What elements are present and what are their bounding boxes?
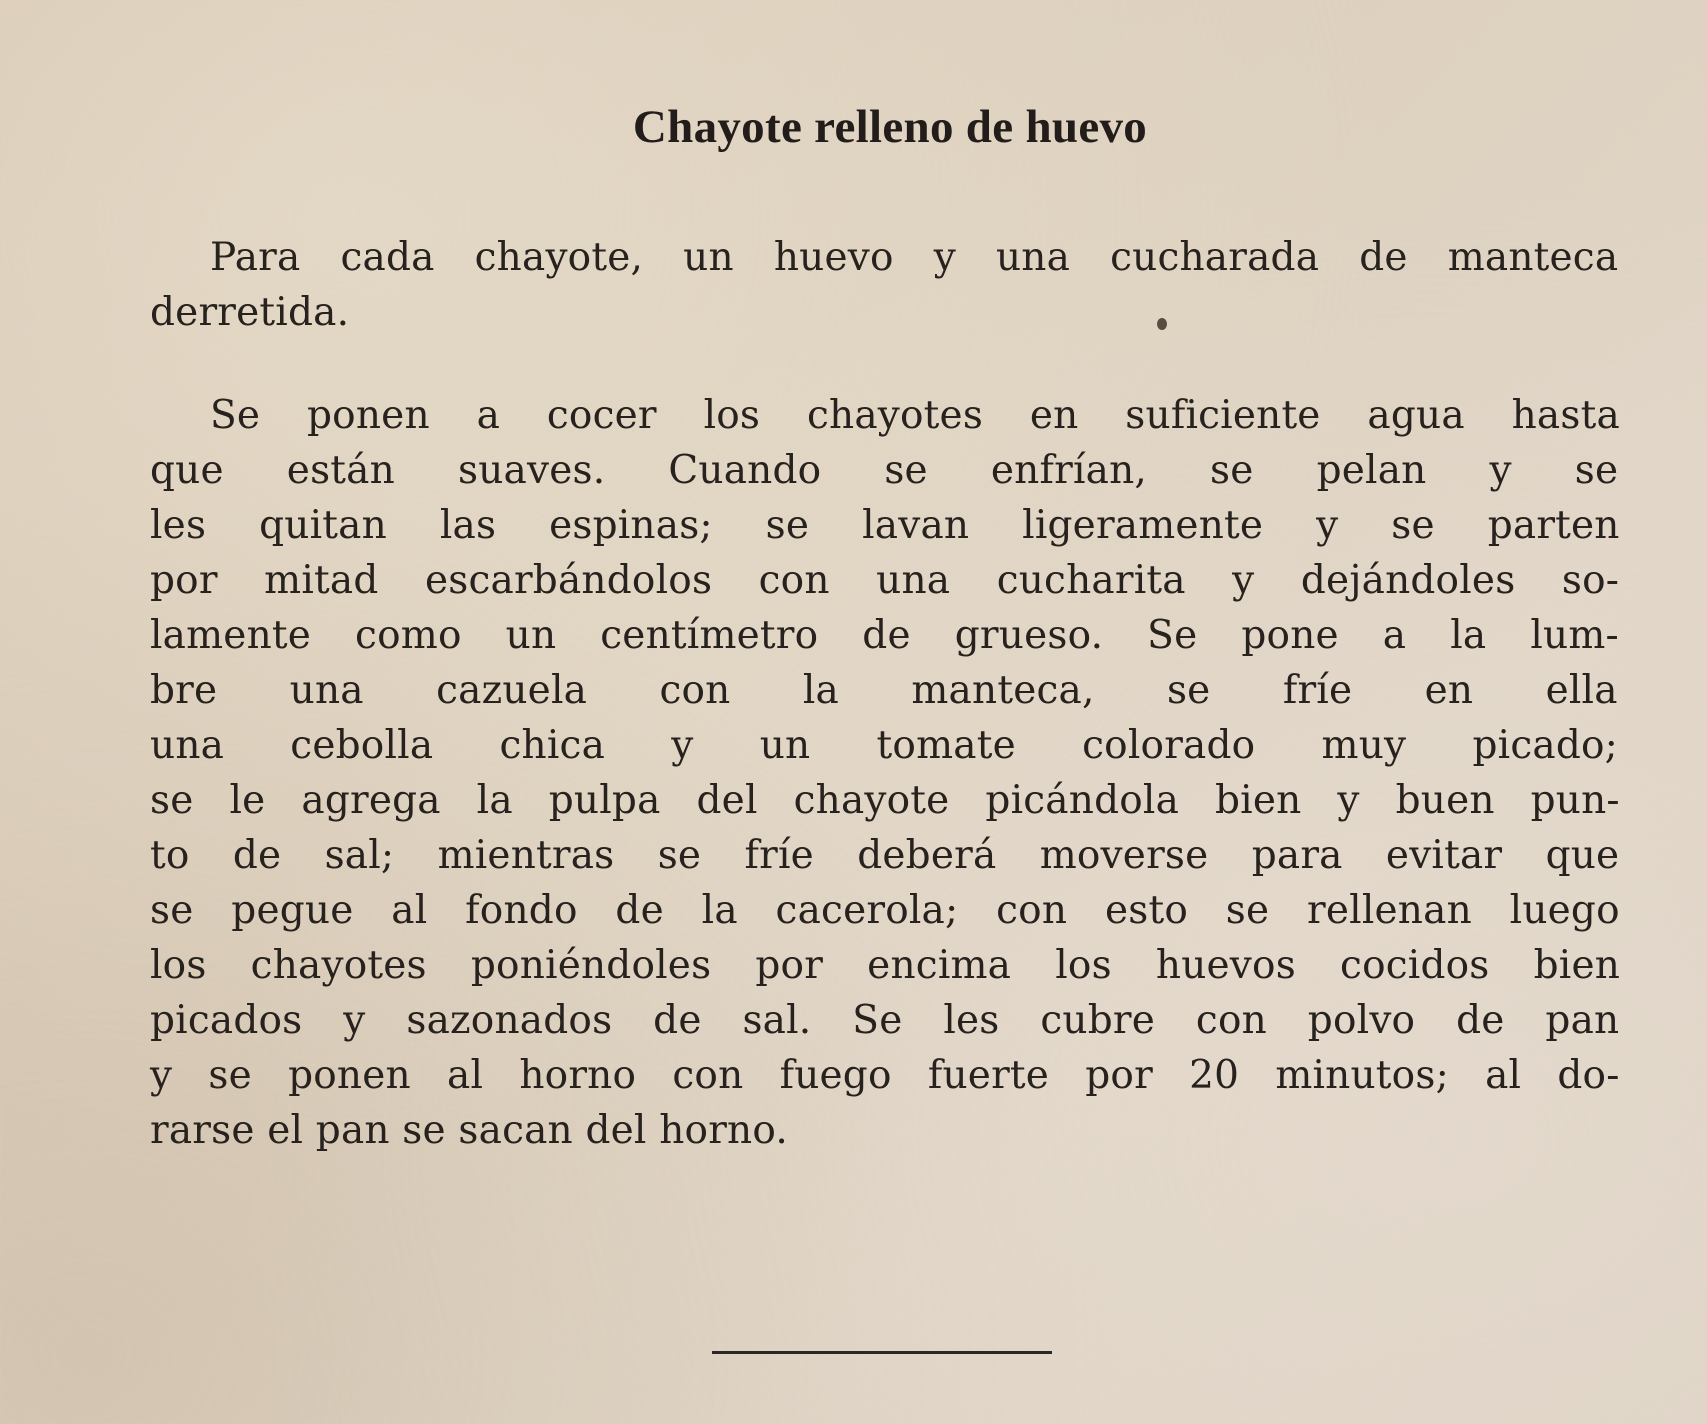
instructions-line: por mitad escarbándolos con una cucharita y dejándoles so- bbox=[150, 558, 1620, 603]
instructions-line: una cebolla chica y un tomate colorado muy picado; bbox=[150, 723, 1619, 768]
instructions-line: se le agrega la pulpa del chayote picándola bien y buen pun- bbox=[150, 778, 1620, 823]
recipe-title: Chayote relleno de huevo bbox=[632, 101, 1148, 153]
instructions-line: que están suaves. Cuando se enfrían, se pelan y se bbox=[150, 448, 1619, 493]
instructions-line: se pegue al fondo de la cacerola; con esto se rellenan luego bbox=[150, 888, 1620, 933]
section-divider bbox=[712, 1351, 1052, 1354]
instructions-line: Se ponen a cocer los chayotes en suficiente agua hasta bbox=[210, 393, 1620, 438]
instructions-line: les quitan las espinas; se lavan ligeramente y se parten bbox=[150, 503, 1620, 548]
instructions-line: to de sal; mientras se fríe deberá moverse para evitar que bbox=[150, 833, 1620, 878]
instructions-line: y se ponen al horno con fuego fuerte por 20 minutos; al do- bbox=[150, 1053, 1620, 1098]
instructions-line: bre una cazuela con la manteca, se fríe en ella bbox=[150, 668, 1618, 713]
instructions-line: rarse el pan se sacan del horno. bbox=[150, 1108, 788, 1153]
instructions-line: lamente como un centímetro de grueso. Se pone a la lum- bbox=[150, 613, 1619, 658]
ingredients-line: Para cada chayote, un huevo y una cucharada de manteca bbox=[210, 235, 1619, 280]
instructions-line: picados y sazonados de sal. Se les cubre con polvo de pan bbox=[150, 998, 1620, 1043]
ingredients-line: derretida. bbox=[150, 290, 350, 335]
instructions-line: los chayotes poniéndoles por encima los huevos cocidos bien bbox=[150, 943, 1621, 988]
paper-speck bbox=[1157, 318, 1167, 330]
